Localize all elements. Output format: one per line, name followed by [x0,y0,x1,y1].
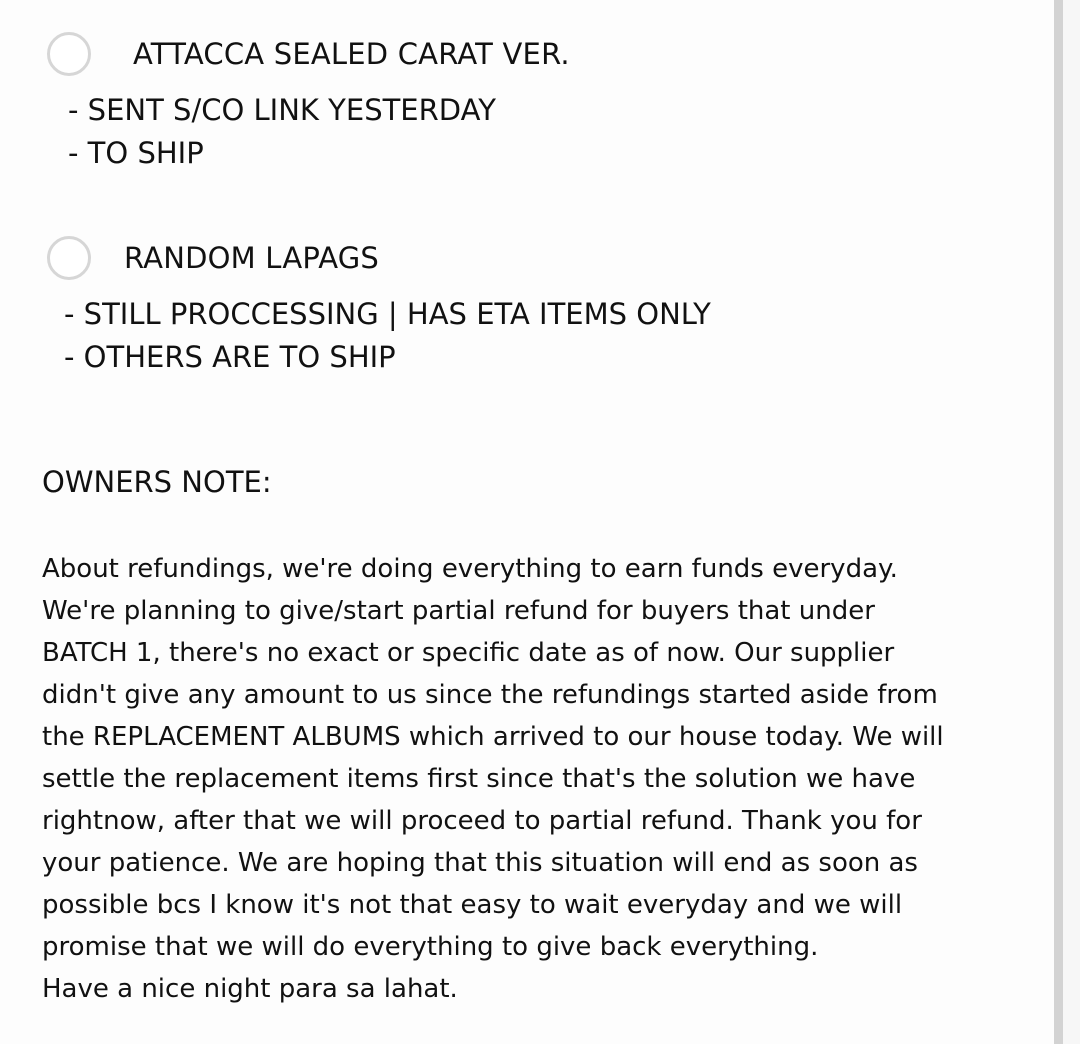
note-line-9: possible bcs I know it's not that easy to wait everyday and we will [42,890,903,920]
task-1-note-2: - TO SHIP [68,136,204,170]
scrollbar-thumb[interactable] [1054,0,1063,1044]
task-2-note-1: - STILL PROCCESSING | HAS ETA ITEMS ONLY [64,297,711,331]
note-line-6: settle the replacement items first since that's the solution we have [42,764,916,794]
task-2-checkbox[interactable] [47,236,91,280]
note-line-5: the REPLACEMENT ALBUMS which arrived to our house today. We will [42,722,944,752]
task-1-note-1: - SENT S/CO LINK YESTERDAY [68,93,496,127]
note-line-8: your patience. We are hoping that this situation will end as soon as [42,848,918,878]
note-line-11: Have a nice night para sa lahat. [42,974,458,1004]
task-1-checkbox[interactable] [47,32,91,76]
task-2-note-2: - OTHERS ARE TO SHIP [64,340,396,374]
task-1-title[interactable]: ATTACCA SEALED CARAT VER. [133,37,570,71]
note-line-3: BATCH 1, there's no exact or specific date as of now. Our supplier [42,638,895,668]
owners-note-heading: OWNERS NOTE: [42,465,272,499]
note-line-2: We're planning to give/start partial refund for buyers that under [42,596,875,626]
task-2-title[interactable]: RANDOM LAPAGS [124,241,380,275]
note-line-10: promise that we will do everything to give back everything. [42,932,819,962]
owners-note-body[interactable] [42,548,1047,1010]
note-line-1: About refundings, we're doing everything to earn funds everyday. [42,554,898,584]
note-line-4: didn't give any amount to us since the refundings started aside from [42,680,938,710]
note-line-7: rightnow, after that we will proceed to partial refund. Thank you for [42,806,922,836]
